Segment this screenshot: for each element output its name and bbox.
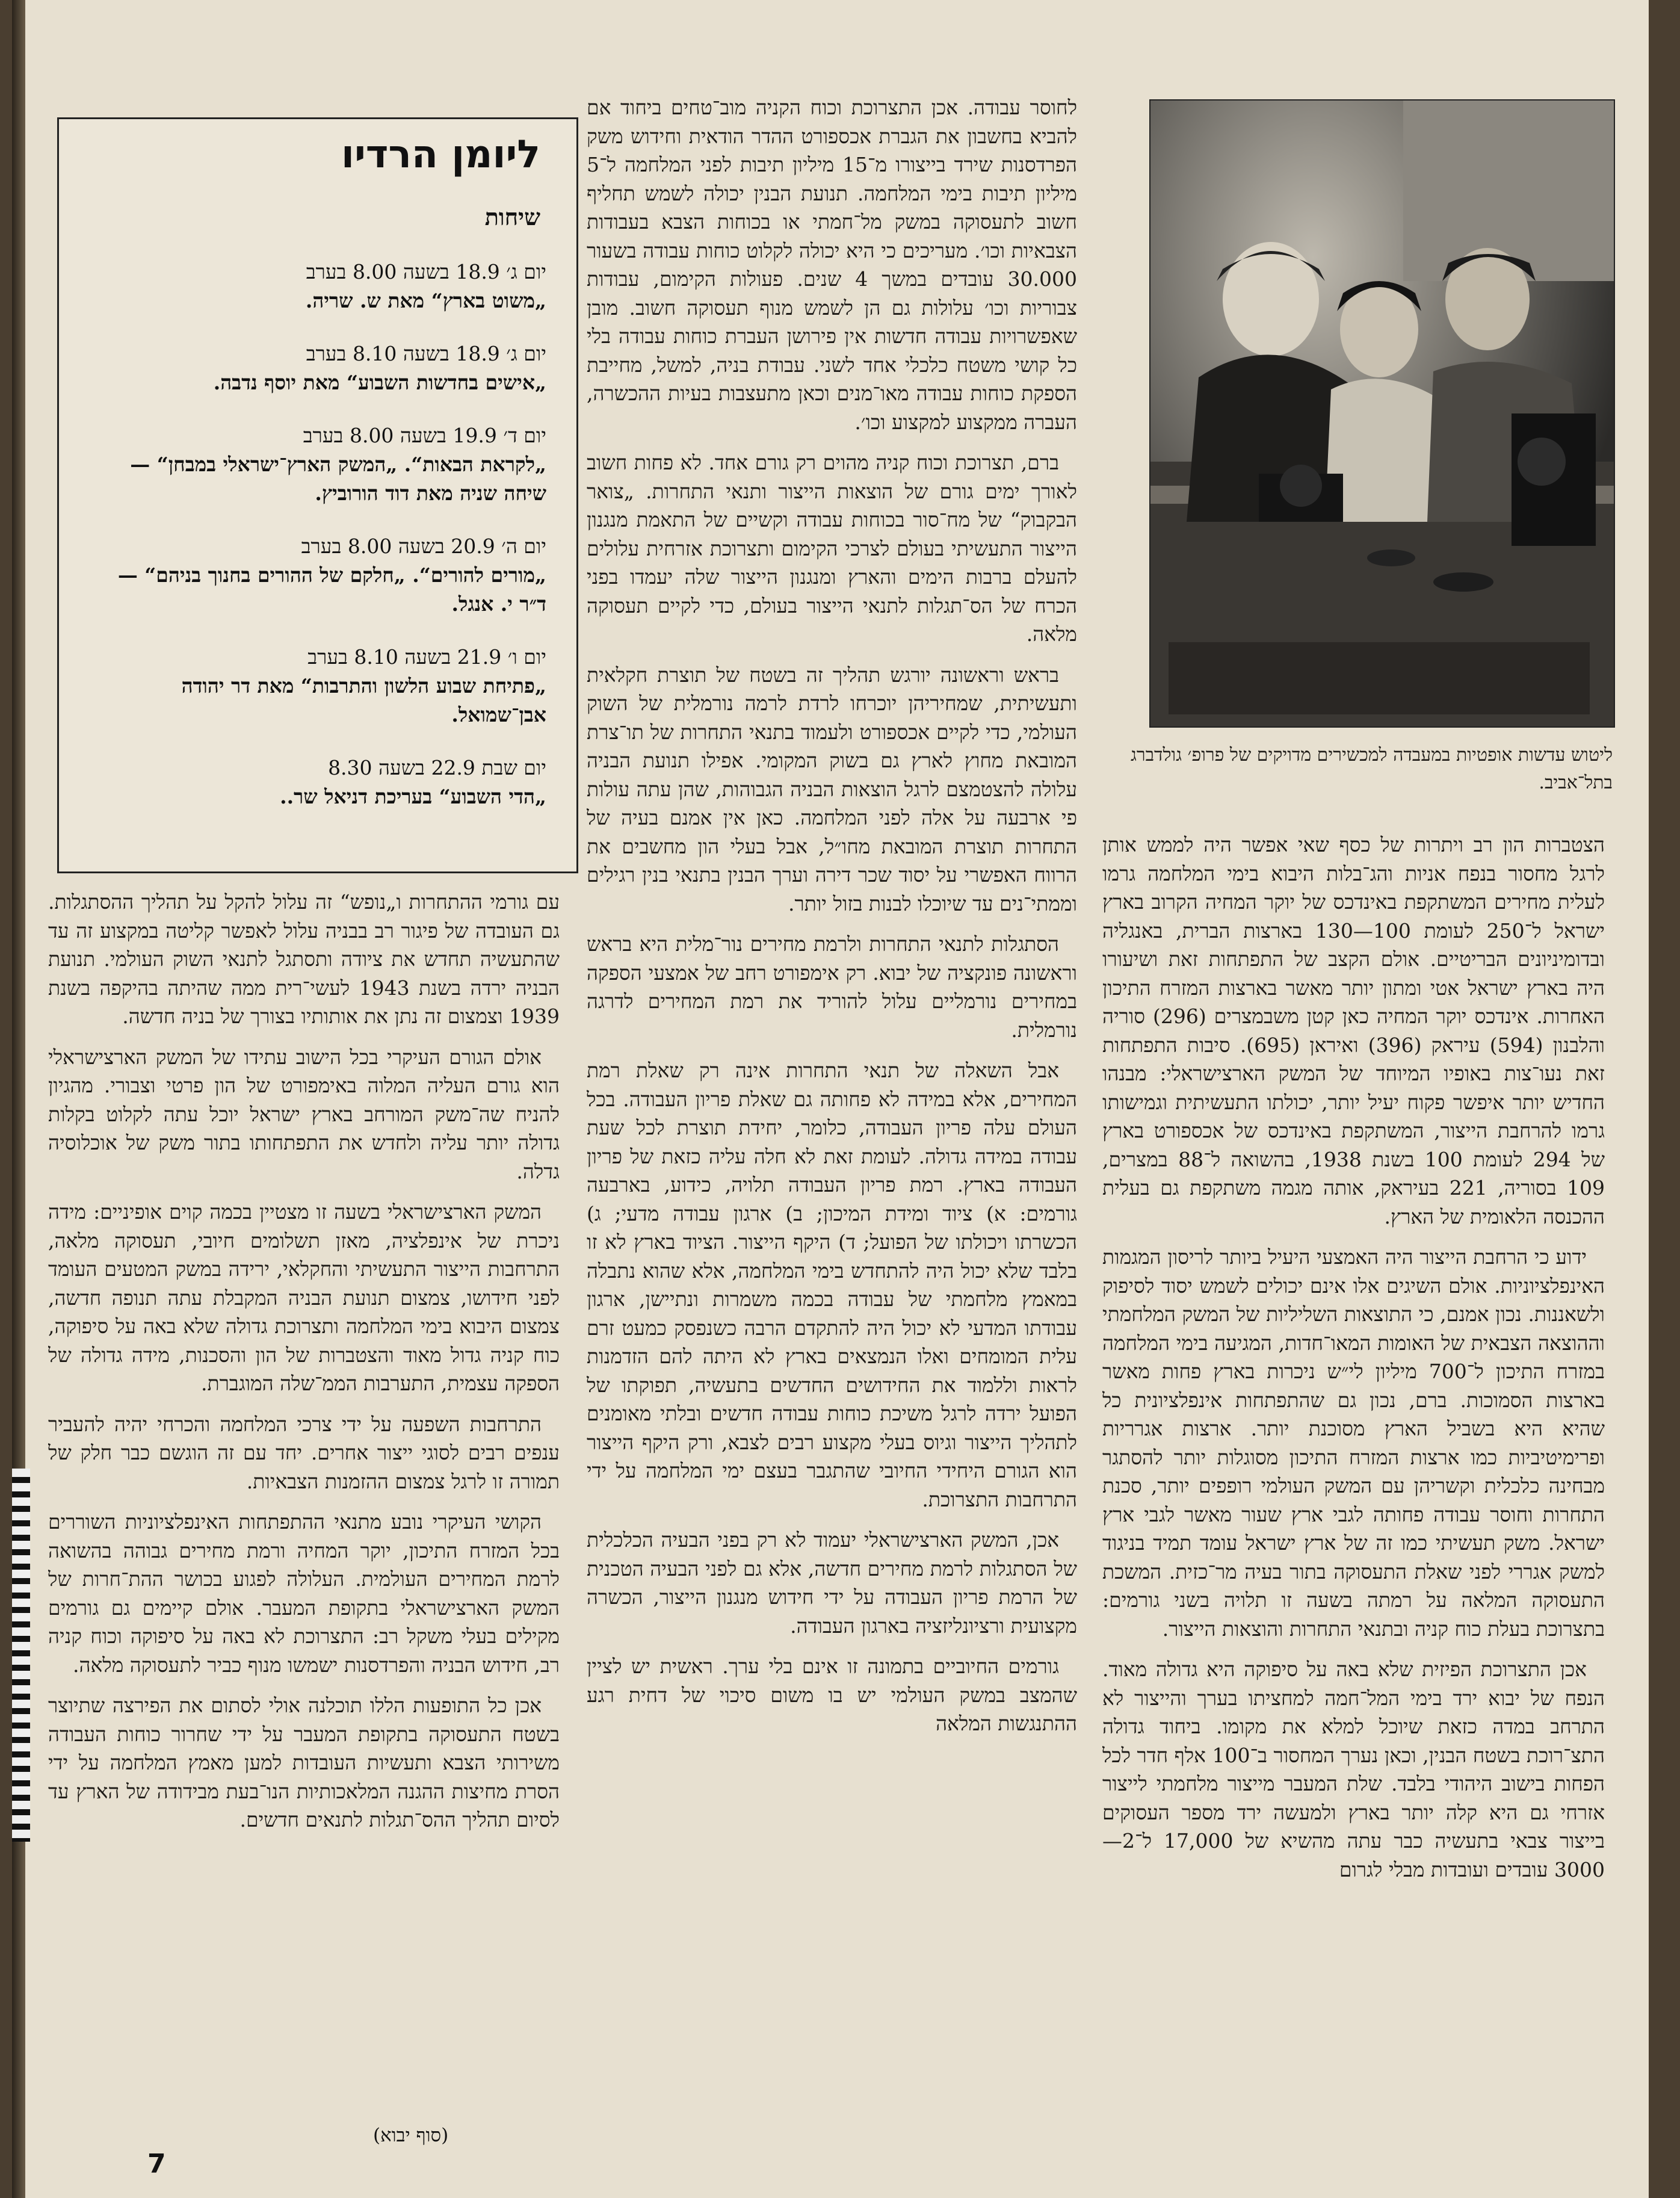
article-end-note: (סוף יבוא) [373, 2125, 449, 2146]
radio-diary-title: ליומן הרדיו [341, 132, 540, 177]
photo-caption: ליטוש עדשות אופטיות במעבדה למכשירים מדויקים של פרופ׳ גולדברג בתל־אביב. [1130, 745, 1613, 793]
radio-schedule-item [89, 339, 546, 397]
radio-item-time: יום ה׳ 20.9 בשעה 8.00 בערב [301, 534, 546, 558]
radio-item-program: „מורים להורים“. „חלקם של ההורים בחנוך בניהם“ — ד״ר י. אנגל. [117, 563, 546, 616]
article-paragraph: אכן, המשק הארצישראלי יעמוד לא רק בפני הבעיה הכלכלית של הסתגלות לרמת מחירים חדשה, אלא גם לפני הבעיה הטכנית של הרמת פריון העבודה על ידי חידוש מנגנון הייצור, הכשרה מקצועית ורציונליזציה בארגון העבודה. [587, 1528, 1077, 1638]
magazine-page [12, 0, 1649, 2198]
radio-item-program: „לקראת הבאות“. „המשק הארץ־ישראלי במבחן“ — שיחה שניה מאת דוד הורוביץ. [130, 453, 546, 505]
radio-item-time: יום ג׳ 18.9 בשעה 8.00 בערב [306, 260, 546, 283]
page-edge-strip [12, 1469, 30, 1842]
article-paragraph: אבל השאלה של תנאי התחרות אינה רק שאלת רמת המחירים, אלא במידה לא פחותה גם שאלת פריון העבודה. בכל העולם עלה פריון העבודה, כלומר, יחידת תוצרת לכל שעת עבודה במידה גדולה. לעומת זאת לא חלה עליה כזאת של פריון העבודה בארץ. רמת פריון העבודה תלויה, כידוע, בארבעה גורמים: א) ציוד ומידת המיכון; ב) ארגון עבודה מדעי; ג) הכשרתו ויכולתו של הפועל; ד) היקף הייצור. הציוד בארץ לא זו בלבד שלא יכול היה להתחדש בימי המלחמה, אלא שהוא נתבלה במאמץ מלחמתי של עבודה בכמה משמרות ונתיישן, ארגון עבודתו המדעי לא יכול היה להתקדם הרבה כשנפסק כמעט זרם עלית המומחים ואלו הנמצאים בארץ לא היתה להם הזדמנות לראות וללמוד את החידושים החדשים בתעשיה, תפוקתו של הפועל ירדה לרגל משיכת כוחות עבודה חדשים ובלתי מאומנים לתהליך הייצור וגיוס בעלי מקצוע רבים לצבא, ורק היקף הייצור הוא הגורם היחידי החיובי שהתגבר בעצם ימי המלחמה על ידי התרחבות התצרוכת. [587, 1059, 1077, 1511]
article-paragraph: ברם, תצרוכת וכוח קניה מהוים רק גורם אחד. לא פחות חשוב לאורך ימים גורם של הוצאות הייצור ותנאי התחרות. „צואר הבקבוק“ של מח־סור בכוחות עבודה וקשיים של התאמת מנגנון הייצור התעשיתי בעולם לצרכי הקימום ותצרוכת אזרחית עלולים להעלם ברבות הימים והארץ ומנגנון הייצור שלה יעמדו בפני הכרח של הס־תגלות לתנאי הייצור בעולם, כדי לקיים תעסוקה מלאה. [587, 451, 1077, 646]
workshop-photo [1149, 99, 1615, 728]
radio-item-time: יום ג׳ 18.9 בשעה 8.10 בערב [306, 342, 546, 365]
article-paragraph: בראש וראשונה יורגש תהליך זה בשטח של תוצרת חקלאית ותעשיתית, שמחיריהן יוכרחו לרדת לרמה נורמלית של השוק העולמי, כדי לקיים אכספורט ולעמוד בתנאי התחרות של תו־צרת המובאת מחוץ לארץ גם בשוק המקומי. אפילו תנועת הבניה עלולה להצטמצם לרגל הוצאות הבניה הגבוהות, שהן עתה עולות פי ארבעה על אלה לפני המלחמה. כאן אין אמנם בעיה של התחרות תוצרת המובאת מחו״ל, אבל בעלי הון מחשבים את הרווח האפשרי על יסוד שכר דירה וערך הבנין בתנאי בנין רגילים וממתי־נים עד שיוכלו לבנות בזול יותר. [587, 663, 1077, 915]
binding-spine [12, 0, 25, 2198]
radio-item-program: „פתיחת שבוע הלשון והתרבות“ מאת דר יהודה אבן־שמואל. [181, 674, 546, 726]
article-paragraph: אכן כל התופעות הללו תוכלנה אולי לסתום את הפירצה שתיוצר בשטח התעסוקה בתקופת המעבר על ידי שחרור כוחות העבודה משירותי הצבא ותעשיות העובדות למען מאמץ המלחמה על ידי הסרת מחיצות ההגנה המלאכותיות הנו־בעת מבידודה של הארץ עד לסיום תהליך ההס־תגלות לתנאים חדשים. [48, 1694, 560, 1831]
article-paragraph: הסתגלות לתנאי התחרות ולרמת מחירים נור־מלית היא בראש וראשונה פונקציה של יבוא. רק אימפורט רחב של אמצעי הספקה במחירים נורמליים עלול להוריד את רמת המחירים לדרגה נורמלית. [587, 932, 1077, 1042]
article-column-right [1102, 831, 1605, 2125]
radio-diary-subtitle: שיחות [484, 203, 540, 231]
radio-item-program: „אישים בחדשות השבוע“ מאת יוסף נדבה. [213, 371, 546, 394]
radio-schedule-item [89, 754, 546, 811]
article-paragraph: ידוע כי הרחבת הייצור היה האמצעי היעיל ביותר לריסון המגמות האינפלציוניות. אולם השיגים אלו אינם יכולים לשמש יסוד לסיפוק ולשאננות. נכון אמנם, כי התוצאות השליליות של המשק המלחמתי וההוצאה הצבאית של האומות המאו־חדות, המגיעה בימי המלחמה במזרח התיכון ל־700 מיליון לי״ש ניכרות בארץ פחות מאשר בארצות הסמוכות. ברם, נכון גם שהתפתחות אינפלציונית כל שהיא היא בשביל הארץ מסוכנת יותר. ארצות אגרריות ופרימיטיביות כמו ארצות המזרח התיכון מסוגלות יותר להסתגר מבחינה כלכלית וקשריהן עם המשק העולמי רופפים יותר, סכנת התחרות וחוסר עבודה פחותה לגבי ארץ שעור מאשר לגבי ארץ ישראל. משק תעשיתי כמו זה של ארץ ישראל עומד תמיד בניגוד למשק אגררי לפני שאלת התעסוקה בתור בעיה מר־כזית. המשכת התעסוקה המלאה על רמתה בשעה זו תלויה בשני גורמים: בתצרוכת בעלת כוח קניה ובתנאי התחרות והוצאות הייצור. [1102, 1245, 1605, 1641]
radio-item-program: „משוט בארץ“ מאת ש. שריה. [305, 289, 546, 312]
article-paragraph: גורמים החיוביים בתמונה זו אינם בלי ערך. ראשית יש לציין שהמצב במשק העולמי יש בו משום סיכוי של דחית רגע ההתנגשות המלאה [587, 1655, 1077, 1735]
radio-item-time: יום ו׳ 21.9 בשעה 8.10 בערב [307, 645, 546, 669]
article-paragraph: לחוסר עבודה. אכן התצרוכת וכוח הקניה מוב־טחים ביחוד אם להביא בחשבון את הגברת אכספורט ההדר הודאית וחידוש משק הפרדסנות שירד בייצורו מ־15 מיליון תיבות לפני המלחמה ל־5 מיליון תיבות בימי המלחמה. תנועת הבנין יכולה לשמש תחליף חשוב לתעסוקה במשק מל־חמתי או בכוחות הצבא בעבודות הצבאיות וכו׳. מעריכים כי היא יכולה לקלוט כוחות עבודה בשעור 30.000 עובדים במשך 4 שנים. פעולות הקימום, עבודות צבוריות וכו׳ עלולות גם הן לשמש מנוף תעסוקה חשוב. מובן שאפשרויות עבודה חדשות אין פירושן העברת כוחות עבודה בלי כל קושי משטח כלכלי אחד לשני. עבודת בניה, למשל, מחייבת הספקת כוחות עבודה מאו־מנים וכאן מתעצבות בעיות ההכשרה, העברה ממקצוע למקצוע וכו׳. [587, 96, 1077, 434]
lens-polishing-image [1150, 101, 1614, 726]
radio-schedule-list [89, 258, 546, 835]
radio-schedule-item [89, 643, 546, 729]
article-column-middle [587, 93, 1077, 2128]
radio-diary-box [57, 117, 578, 873]
radio-schedule-item [89, 532, 546, 619]
radio-item-time: יום ד׳ 19.9 בשעה 8.00 בערב [303, 424, 546, 447]
article-column-left [48, 888, 560, 2116]
article-paragraph: אולם הגורם העיקרי בכל הישוב עתידו של המשק הארצישראלי הוא גורם העליה המלוה באימפורט של הון פרטי וצבורי. מהגיון להניח שה־משק המורחב בארץ ישראל יוכל עתה לקלוט בקלות גדולה יותר עליה ולחדש את התפתחותו בתור משק של אוכלוסיה גדלה. [48, 1045, 560, 1183]
radio-item-time: יום שבת 22.9 בשעה 8.30 [328, 756, 546, 779]
article-paragraph: אכן התצרוכת הפיזית שלא באה על סיפוקה היא גדולה מאוד. הנפח של יבוא ירד בימי המל־חמה למחציתו בערך והייצור לא התרחב במדה כזאת שיוכל למלא את מקומו. ביחוד גדולה התצ־רוכת בשטח הבנין, וכאן נערך המחסור ב־100 אלף חדר לכל הפחות בישוב היהודי בלבד. שלת המעבר מייצור מלחמתי לייצור אזרחי גם היא קלה יותר בארץ ולמעשה ירד מספר העסוקים בייצור צבאי בתעשיה כבר עתה מהשיא של 17,000 ל־2—3000 עובדים ועובדות מבלי לגרום [1102, 1658, 1605, 1881]
article-paragraph: הקושי העיקרי נובע מתנאי ההתפתחות האינפלציוניות השוררים בכל המזרח התיכון, יוקר המחיה ורמת מחירים גבוהה בהשואה לרמת המחירים העולמית. העלולה לפגוע בכושר ההת־חרות של המשק הארצישראלי בתקופת המעבר. אולם קיימים גם גורמים מקילים בעלי משקל רב: התצרוכת לא באה על סיפוקה וכוח קניה רב, חידוש הבניה והפרדסנות ישמשו מנוף כביר לתעסוקה מלאה. [48, 1510, 560, 1677]
radio-item-program: „הדי השבוע“ בעריכת דניאל שר.. [280, 785, 546, 808]
article-paragraph: התרחבות השפעה על ידי צרכי המלחמה והכרחי יהיה להעביר ענפים רבים לסוגי ייצור אחרים. יחד עם זה הוגשם כבר חלק של תמורה זו לרגל צמצום ההזמנות הצבאיות. [48, 1412, 560, 1493]
radio-schedule-item [89, 258, 546, 315]
radio-schedule-item [89, 421, 546, 508]
article-paragraph: עם גורמי ההתחרות ו„נופש“ זה עלול להקל על תהליך ההסתגלות. גם העובדה של פיגור רב בבניה עלול לאפשר קליטה במקצוע זה עד שהתעשיה תחדש את ציודה ותסתגל לתנאי השוק העולמי. תנועת הבניה ירדה בשנת 1943 לעשי־רית ממה שהיתה בהיקפה בשנת 1939 וצמצום זה נתן את אותותיו בצורך של בניה חדשה. [48, 890, 560, 1028]
article-paragraph: המשק הארצישראלי בשעה זו מצטיין בכמה קוים אופיניים: מידה ניכרת של אינפלציה, מאזן תשלומים חיובי, תעסוקה מלאה, התרחבות הייצור התעשיתי והחקלאי, ירידה במשק המטעים העומד לפני חידושו, צמצום תנועת הבניה המקבלת עתה תנופה חדשה, צמצום היבוא בימי המלחמה ותצרוכת גדולה שלא באה על סיפוקה, כוח קניה גדול מאוד והצטברות של הון והסכנות, מידה גדולה של הספקה עצמית, התערבות הממ־שלה המוגברת. [48, 1200, 560, 1395]
article-paragraph: הצטברות הון רב ויתרות של כסף שאי אפשר היה לממש אותן לרגל מחסור בנפח אניות והג־בלות היבוא בימי המלחמה גרמו לעלית מחירים המשתקפת באינדכס של יוקר המחיה הקרוב בארץ ישראל ל־250 לעומת 100—130 בארצות הברית, באנגליה ובדומיניונים הבריטיים. אולם הקצב של התפתחות זאת ושיעורו היה בארץ ישראל אטי ומתון יותר מאשר בארצות המזרח התיכון האחרות. אינדכס יוקר המחיה כאן קטן משבמצרים (296) סוריה והלבנון (594) עיראק (396) ואיראן (695). סיבות התפתחות זאת נעו־צות באופיו המיוחד של המשק הארצישראלי: מבנהו החדיש יותר איפשר פקוח יעיל יותר, יכולתו התעשיתית וגמישותו גרמו להרחבת הייצור, המשתקפת באינדכס של אכספורט בארץ של 294 לעומת 100 בשנת 1938, בהשואה ל־88 במצרים, 109 בסוריה, 221 בעיראק, אותה מגמה משתקפת גם בעלית ההכנסה הלאומית של הארץ. [1102, 833, 1605, 1228]
page-number: 7 [147, 2149, 166, 2179]
